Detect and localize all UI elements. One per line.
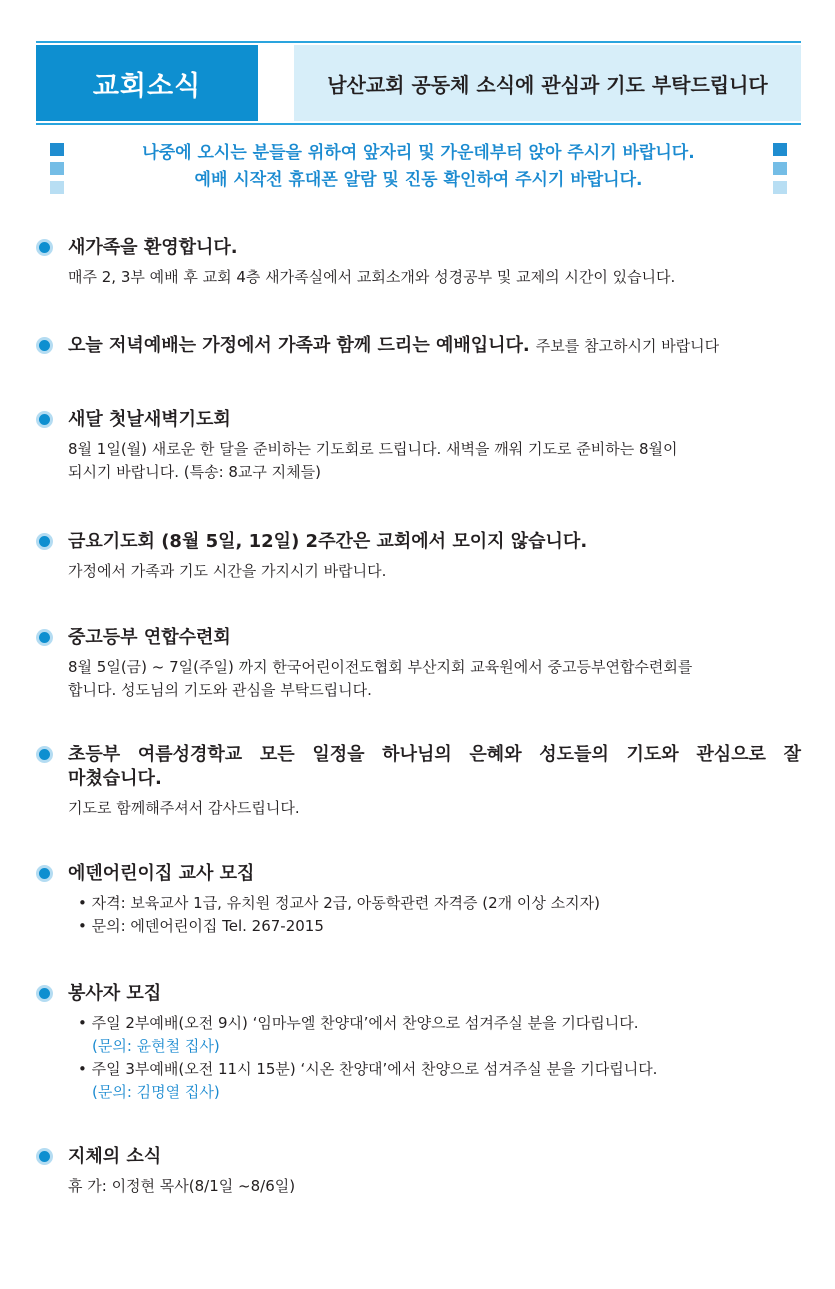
bullet-icon xyxy=(36,337,53,354)
news-item-title: 금요기도회 (8월 5일, 12일) 2주간은 교회에서 모이지 않습니다. xyxy=(68,531,588,552)
news-item-note: 주보를 참고하시기 바랍니다 xyxy=(535,337,720,355)
bullet-icon xyxy=(36,1148,53,1165)
bullet-icon xyxy=(36,533,53,550)
news-item xyxy=(36,408,801,484)
bullet-icon xyxy=(36,411,53,428)
bullet-icon xyxy=(36,629,53,646)
notice-box xyxy=(36,140,801,200)
contact-note: (문의: 김명열 집사) xyxy=(92,1083,220,1101)
list-item: • 문의: 에덴어린이집 Tel. 267-2015 xyxy=(78,917,324,935)
news-item-body: 가정에서 가족과 기도 시간을 가지시기 바랍니다. xyxy=(68,562,387,580)
news-item-title: 봉사자 모집 xyxy=(68,983,162,1004)
page-title: 교회소식 xyxy=(36,45,258,121)
news-item-body: 기도로 함께해주셔서 감사드립니다. xyxy=(68,799,300,817)
notice-text xyxy=(76,140,761,194)
list-item: • 주일 3부예배(오전 11시 15분) ‘시온 찬양대’에서 찬양으로 섬겨주실 분을 기다립니다. xyxy=(78,1060,658,1078)
news-item xyxy=(36,743,801,820)
news-item xyxy=(36,982,801,1104)
header-top-rule xyxy=(36,41,801,43)
news-item-title: 에덴어린이집 교사 모집 xyxy=(68,863,255,884)
news-item xyxy=(36,334,801,358)
news-item-title: 새가족을 환영합니다. xyxy=(68,237,238,258)
news-item xyxy=(36,1145,801,1198)
news-item-body xyxy=(68,1012,801,1104)
bullet-icon xyxy=(36,239,53,256)
news-item-body: 휴 가: 이정현 목사(8/1일 ~8/6일) xyxy=(68,1177,296,1195)
news-item-title: 오늘 저녁예배는 가정에서 가족과 함께 드리는 예배입니다. 주보를 참고하시기 바랍니다 xyxy=(68,335,720,356)
news-item-body: 매주 2, 3부 예배 후 교회 4층 새가족실에서 교회소개와 성경공부 및 교제의 시간이 있습니다. xyxy=(68,268,676,286)
decor-square-icon xyxy=(773,143,787,156)
news-item-title: 중고등부 연합수련회 xyxy=(68,627,231,648)
contact-note: (문의: 윤현철 집사) xyxy=(92,1037,220,1055)
news-item-body: 8월 5일(금) ~ 7일(주일) 까지 한국어린이전도협회 부산지회 교육원에서 중고등부연합수련회를 합니다. 성도님의 기도와 관심을 부탁드립니다. xyxy=(68,658,693,699)
notice-line: 예배 시작전 휴대폰 알람 및 진동 확인하여 주시기 바랍니다. xyxy=(194,170,643,190)
decor-square-icon xyxy=(50,143,64,156)
decor-square-icon xyxy=(50,162,64,175)
news-item-body: 8월 1일(월) 새로운 한 달을 준비하는 기도회로 드립니다. 새벽을 깨워 기도로 준비하는 8월이 되시기 바랍니다. (특송: 8교구 지체들) xyxy=(68,440,678,481)
news-item-title: 새달 첫날새벽기도회 xyxy=(68,409,231,430)
decor-square-icon xyxy=(50,181,64,194)
header-bottom-rule xyxy=(36,123,801,125)
news-item-body xyxy=(68,892,801,938)
notice-line: 나중에 오시는 분들을 위하여 앞자리 및 가운데부터 앉아 주시기 바랍니다. xyxy=(142,143,695,163)
list-item: • 주일 2부예배(오전 9시) ‘임마누엘 찬양대’에서 찬양으로 섬겨주실 분을 기다립니다. xyxy=(78,1014,639,1032)
bullet-icon xyxy=(36,865,53,882)
news-item xyxy=(36,236,801,289)
news-item xyxy=(36,862,801,938)
news-item xyxy=(36,530,801,583)
header-banner xyxy=(36,45,801,121)
news-item-title: 지체의 소식 xyxy=(68,1146,162,1167)
page-subtitle: 남산교회 공동체 소식에 관심과 기도 부탁드립니다 xyxy=(294,45,801,121)
decor-square-icon xyxy=(773,181,787,194)
bullet-icon xyxy=(36,985,53,1002)
decor-square-icon xyxy=(773,162,787,175)
news-item-title: 초등부 여름성경학교 모든 일정을 하나님의 은혜와 성도들의 기도와 관심으로 잘 마쳤습니다. xyxy=(68,744,801,789)
list-item: • 자격: 보육교사 1급, 유치원 정교사 2급, 아동학관련 자격증 (2개 이상 소지자) xyxy=(78,894,600,912)
bullet-icon xyxy=(36,746,53,763)
news-item xyxy=(36,626,801,702)
